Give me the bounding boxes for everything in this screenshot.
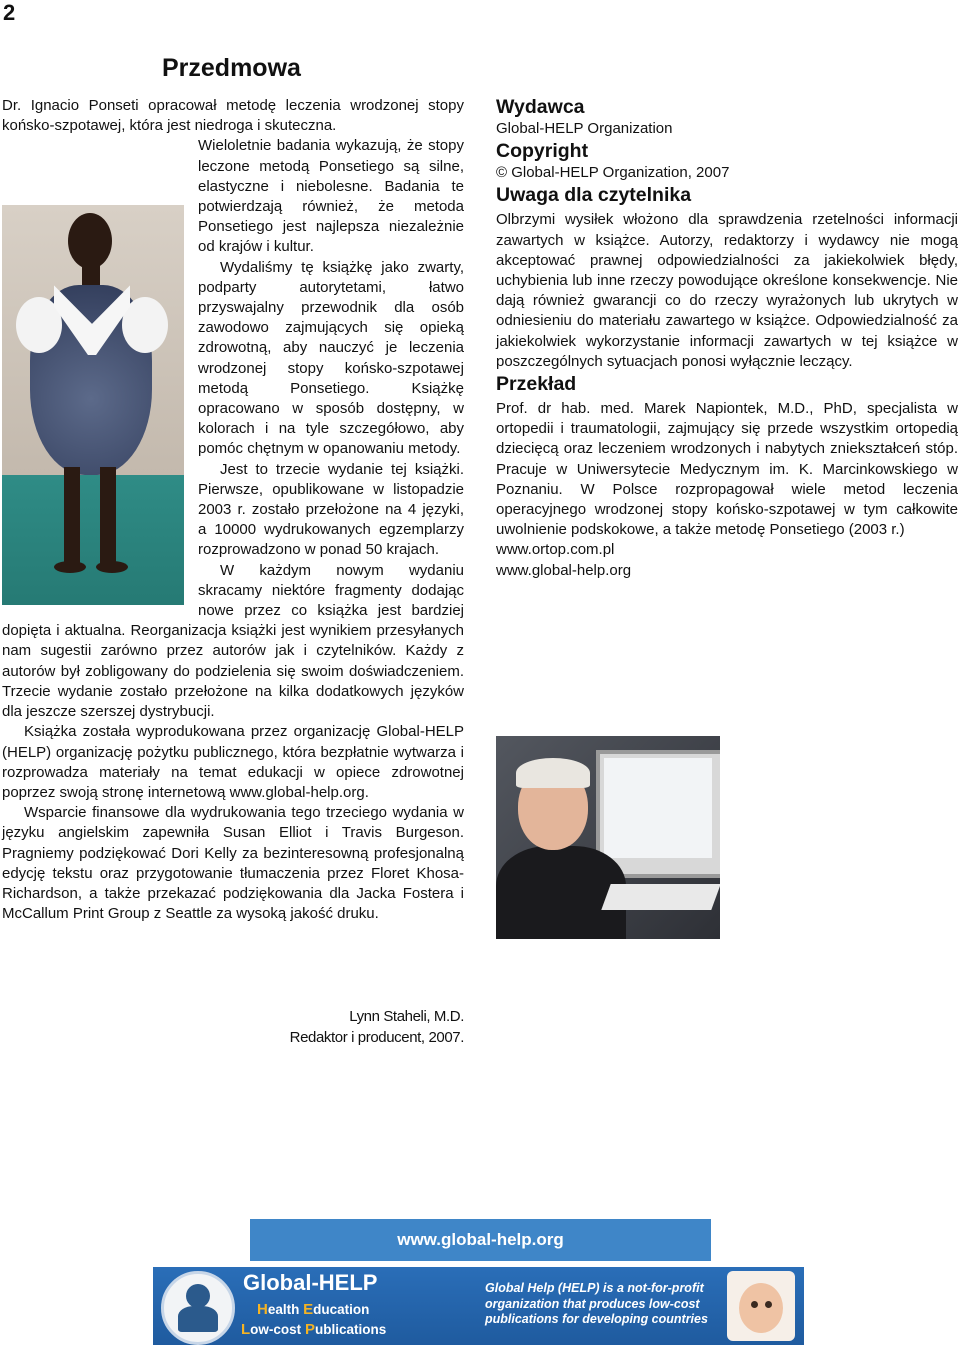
publisher-heading: Wydawca (496, 96, 585, 118)
link-ortop[interactable]: www.ortop.com.pl (496, 541, 615, 559)
copyright-heading: Copyright (496, 140, 589, 163)
page-number: 2 (3, 0, 16, 25)
banner-line-1: Health Education (257, 1301, 370, 1318)
signature-name: Lynn Staheli, M.D. (349, 1008, 464, 1025)
publishing-info-column (496, 95, 958, 581)
preface-paragraph-5: W każdym nowym wydaniu skracamy niektóre fragmenty dodając nowe przez co książka jest bardziej dopięta i aktualna. Reorganizacja książki jest wynikiem przesyłanych nam sugestii zarówno przez autorów jak i czytelników. Każdy z autorów był zobligowany do podzielenia się swoim doświadczeniem. Trzecie wydanie zostało przełożone na kilka dodatkowych języków dla jeszcze szerszej dystrybucji. (2, 561, 464, 721)
preface-paragraph-1: Dr. Ignacio Ponseti opracował metodę leczenia wrodzonej stopy końsko-szpotawej, która jest niedroga i skuteczna. (2, 97, 464, 135)
preface-paragraph-7: Wsparcie finansowe dla wydrukowania tego trzeciego wydania w języku angielskim zapewniła Susan Elliot i Travis Burgeson. Pragniemy podziękować Dori Kelly za bezinteresowną profesjonalną edycję tekstu oraz przygotowanie tłumaczenia przez Floret Khosa-Richardson, a także przekazać podziękowania dla Jacka Fostera i McCallum Print Group z Seattle za wysoką jakość druku. (2, 804, 464, 923)
global-help-banner (153, 1267, 804, 1345)
preface-paragraph-2: Wieloletnie badania wykazują, że stopy leczone metodą Ponsetiego są silne, elastyczne i niebolesne. Badania te potwierdzają również, że metoda Ponsetiego jest najlepsza niezależnie od krajów i kultur. (198, 137, 464, 256)
banner-line-2: Low-cost Publications (241, 1321, 387, 1338)
preface-column (2, 96, 464, 924)
baby-photo (727, 1271, 795, 1341)
preface-paragraph-4: Jest to trzecie wydanie tej książki. Pierwsze, opublikowane w listopadzie 2003 r. zostało przełożone na 4 języki, a 10000 wydrukowanych egzemplarzy rozprowadzono w ponad 50 krajach. (198, 460, 464, 559)
copyright-text: © Global-HELP Organization, 2007 (496, 164, 730, 182)
preface-paragraph-3: Wydaliśmy tę książkę jako zwarty, podparty autorytetami, łatwo przyswajalny przewodnik dla osób zawodowo zajmujących się opieką zdrowotną, aby nauczyć je leczenia wrodzonej stopy końsko-szpotawej metodą Ponsetiego. Książkę opracowano w sposób dostępny, w kolorach i na tyle szczegółowo, aby pomóc chętnym w opanowaniu metody. (198, 258, 464, 458)
footer-url-bar[interactable]: www.global-help.org (250, 1219, 711, 1261)
signature (2, 1006, 464, 1048)
global-help-logo-icon (161, 1271, 235, 1345)
translator-photo (496, 736, 720, 939)
translation-heading: Przekład (496, 373, 577, 396)
banner-tagline: Global Help (HELP) is a not-for-profit organization that produces low-cost publications for developing countries (485, 1281, 708, 1326)
translation-text: Prof. dr hab. med. Marek Napiontek, M.D., PhD, specjalista w ortopedii i traumatologii, zajmujący się przede wszystkim ortopedią dziecięcą oraz leczeniem wrodzonych i nabytych zniekształceń stóp. Pracuje w Uniwersytecie Medycznym im. K. Marcinkowskiego w Poznaniu. W Polsce rozpropagował wiele metod leczenia operacyjnego wrodzonej stopy końsko-szpotawej w tym całkowite uwolnienie podskokowe, a także metodę Ponsetiego (2003 r.) (496, 400, 958, 539)
page-title: Przedmowa (162, 54, 301, 82)
notice-text: Olbrzymi wysiłek włożono dla sprawdzenia rzetelności informacji zawartych w książce. Autorzy, redaktorzy i wydawcy nie mogą akceptować prawnej odpowiedzialności za jakiekolwiek błędy, uchybienia lub inne rzeczy powodujące określone konsekwencje. Nie dają również gwarancji co do rzeczy wyrażonych lub ukrytych w odniesieniu do materiału zawartego w książce. Odpowiedzialność za jakiekolwiek wykorzystanie informacji zawartych w tej książce w poszczególnych sytuacjach ponosi wyłącznie leczący. (496, 211, 958, 370)
preface-paragraph-6: Książka została wyprodukowana przez organizację Global-HELP (HELP) organizację pożytku publicznego, która bezpłatnie wytwarza i rozprowadza materiały na temat edukacji w opiece zdrowotnej poprzez swoją stronę internetową www.global-help.org. (2, 723, 464, 801)
signature-role: Redaktor i producent, 2007. (289, 1029, 464, 1046)
link-global-help[interactable]: www.global-help.org (496, 561, 632, 579)
publisher-text: Global-HELP Organization (496, 120, 673, 137)
banner-brand: Global-HELP (243, 1270, 378, 1295)
child-photo (2, 205, 184, 605)
notice-heading: Uwaga dla czytelnika (496, 184, 692, 207)
